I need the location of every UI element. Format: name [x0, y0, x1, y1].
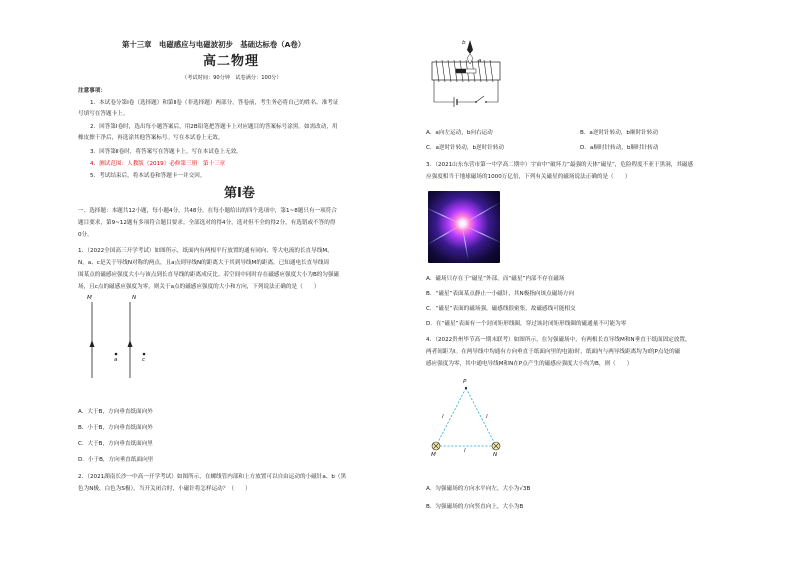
q1-figure — [78, 290, 188, 380]
q2-option-b: B．a逆时针转动，b顺时针转动 — [580, 130, 658, 136]
q4-label-l-right: l — [486, 414, 488, 420]
q1-stem: 围某点的磁感应强度大小与该点到长直导线的距离成反比。若空间中同时存在磁感应强度大小为B的匀强磁 — [78, 272, 340, 278]
q2-option-a: A．a向左运动，b向右运动 — [426, 130, 493, 136]
q1-stem: N，a、c是关于导线N对称的两点，且a点到导线N的距离大于其到导线M的距离。已知通电长直导线周 — [78, 260, 330, 266]
q1-label-m: M — [87, 295, 92, 301]
q1-label-c: c — [142, 357, 146, 363]
q3-stem: 3．（2021山东东营市第一中学高二期中）宇宙中“破坏力”最强的天体“磁星”，危险程度不亚于黑洞，其磁感 — [426, 162, 694, 168]
exam-info: （考试时间：90分钟 试卷满分：100分） — [182, 75, 282, 81]
q1-stem: 场，且c点的磁感应强度为零，则关于a点的磁感应强度的大小和方向，下列说法正确的是（ ） — [78, 284, 320, 290]
q2-stem: 2．（2021湖南长沙一中高一开学考试）如图所示，在螺线管内部和上方放置可以自由运动的小磁针a、b（黑 — [78, 474, 347, 480]
q4-option-a: A．匀强磁场的方向水平向左，大小为√3B — [426, 486, 531, 492]
q1-stem: 1．（2022全国高三开学考试）如图所示，纸面内有两根平行放置的通有同向、等大电流的长直导线M、 — [78, 248, 333, 254]
q4-label-p: P — [463, 379, 467, 385]
q4-stem: 4．（2022贵州毕节高一期末联考）如图所示，在匀强磁场中，有两根长直导线M和N垂直于纸面固定放置， — [426, 337, 691, 343]
q4-figure — [426, 380, 526, 460]
q1-option-d: D．小于B，方向垂直纸面向里 — [78, 457, 154, 463]
q4-label-l-left: l — [442, 414, 444, 420]
q4-label-m: M — [431, 452, 436, 458]
q3-option-c: C．“磁星”表面的磁场强，磁感线很密集，故磁感线可能相交 — [426, 306, 576, 312]
q2-label-b: b — [462, 40, 466, 46]
q4-stem: 两者间距为l。在两导线中均通有方向垂直于纸面向里的电流I时，纸面内与两导线距离均为l的P点处的磁 — [426, 349, 681, 355]
notice-line: 3．回答第Ⅱ卷时，将答案写在答题卡上。写在本试卷上无效。 — [90, 149, 242, 155]
notice-line: 1．本试卷分第Ⅰ卷（选择题）和第Ⅱ卷（非选择题）两部分。答卷前，考生务必将自己的姓名、准考证 — [90, 100, 339, 106]
q1-label-n: N — [132, 295, 137, 301]
q1-label-a: a — [114, 357, 118, 363]
q2-option-c: C．a逆时针转动，b逆时针转动 — [426, 145, 505, 151]
notice-line: 号填写在答题卡上。 — [78, 111, 129, 117]
notice-line-scope: 4．测试范围：人教版（2019）必修第三册 第十三章 — [90, 161, 226, 167]
chapter-title: 第十三章 电磁感应与电磁波初步 基础达标卷（A卷） — [122, 40, 306, 49]
section-title: 第Ⅰ卷 — [224, 186, 255, 201]
q4-label-l-bottom: l — [464, 448, 466, 454]
q1-option-c: C．大于B，方向垂直纸面向里 — [78, 441, 153, 447]
notice-heading: 注意事项： — [78, 88, 106, 94]
notice-line: 5．考试结束后，将本试卷和答题卡一并交回。 — [90, 173, 206, 179]
q1-option-a: A．大于B，方向垂直纸面向外 — [78, 409, 153, 415]
section-intro: 题目要求，第9~12题有多项符合题目要求。全部选对的得4分，选对但不全的得2分，有选错或不答的得 — [78, 220, 336, 226]
q3-option-a: A．磁场只存在于“磁星”外部，而“磁星”内部不存在磁场 — [426, 276, 565, 282]
q4-stem: 感应强度为零，其中通电导线M和N在P点产生的磁感应强度大小均为B，则（ ） — [426, 361, 633, 367]
q2-stem: 色为N极，白色为S极）。当开关闭合时，小磁针将怎样运动？（ ） — [78, 486, 251, 492]
section-intro: 0分。 — [78, 232, 93, 238]
q2-figure — [426, 36, 526, 112]
q3-option-d: D．在“磁星”表面有一个封闭矩形线圈，穿过该封闭矩形线圈的磁通量不可能为零 — [426, 321, 627, 327]
q2-option-d: D．a顺时针转动，b顺时针转动 — [580, 145, 659, 151]
magnetar-image — [428, 191, 500, 263]
q4-option-b: B．匀强磁场的方向竖直向上，大小为B — [426, 504, 524, 510]
subject-title: 高二物理 — [203, 54, 260, 69]
q2-label-a: a — [478, 58, 482, 64]
q1-option-b: B．小于B，方向垂直纸面向外 — [78, 425, 153, 431]
notice-line: 橡皮擦干净后，再选涂其他答案标号。写在本试卷上无效。 — [78, 135, 224, 141]
notice-line: 2．回答第Ⅰ卷时，选出每小题答案后，用2B铅笔把答题卡上对应题目的答案标号涂黑。如需改动，用 — [90, 124, 338, 130]
q3-stem: 应强度相当于地球磁场的1000万亿倍，下列有关磁星的磁场说法正确的是（ ） — [426, 174, 631, 180]
q4-label-n: N — [493, 452, 498, 458]
section-intro: 一、选择题：本题共12小题，每小题4分，共48分。在每小题给出的四个选项中，第1~8题只有一项符合 — [78, 208, 337, 214]
q3-option-b: B．“磁星”表面某点静止一小磁针，其N极指向该点磁场方向 — [426, 291, 575, 297]
